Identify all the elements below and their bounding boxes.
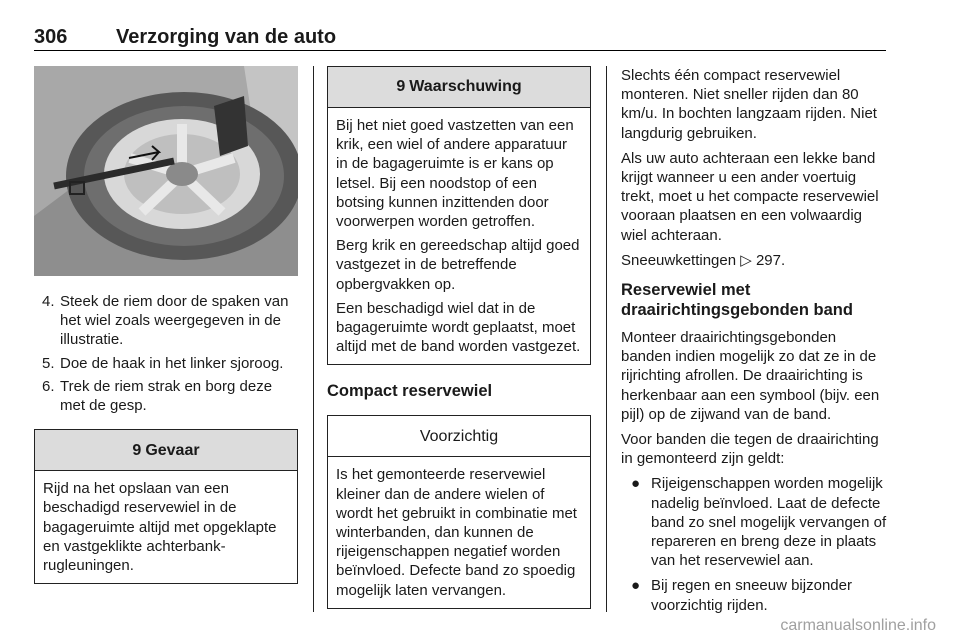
watermark: carmanualsonline.info bbox=[780, 617, 936, 634]
list-item bbox=[34, 377, 298, 415]
column-divider bbox=[313, 66, 314, 612]
warning-box bbox=[327, 66, 591, 365]
caution-box-header bbox=[328, 416, 590, 457]
caution-box bbox=[327, 415, 591, 608]
paragraph: Voor banden die tegen de draairichting in gemonteerd zijn geldt: bbox=[621, 431, 879, 468]
warning-triangle-icon: 9 bbox=[132, 441, 142, 459]
step-number: 5. bbox=[42, 354, 55, 372]
warning-box-header bbox=[328, 67, 590, 108]
warning-text: Bij het niet goed vastzetten van een krik, een wiel of andere apparatuur in de bagageruimte is er kans op letsel. Bij een noodstop of een botsing kunnen inzittenden door voorwerpen worden getroffen. bbox=[336, 117, 574, 231]
steps-list bbox=[34, 292, 298, 415]
paragraph: Monteer draairichtingsgebonden banden indien mogelijk zo dat ze in de rijrichting afrollen. De draairichting is herkenbaar aan een symbool (bijv. een pijl) op de zijwand van de band. bbox=[621, 329, 880, 423]
caution-title: Voorzichtig bbox=[419, 427, 499, 445]
step-number: 4. bbox=[42, 293, 55, 310]
bullet-icon: ● bbox=[631, 577, 641, 595]
bullet-text: Bij regen en sneeuw bijzonder voorzichtig rijden. bbox=[651, 577, 852, 614]
column-1 bbox=[34, 66, 298, 584]
bullet-text: Rijeigenschappen worden mogelijk nadelig beïnvloed. Laat de defecte band zo snel mogelijk vervangen of repareren en breng deze in plaats van het reservewiel aan. bbox=[651, 475, 887, 570]
page-number: 306 bbox=[34, 26, 68, 48]
warning-text: Een beschadigd wiel dat in de bagageruimte wordt geplaatst, moet altijd met de band worden vastgezet. bbox=[336, 299, 581, 356]
caution-box-body bbox=[328, 457, 590, 607]
bullet-icon: ● bbox=[631, 475, 641, 493]
list-item bbox=[621, 576, 887, 614]
caution-text: Is het gemonteerde reservewiel kleiner dan de andere wielen of wordt het gebruikt in combinatie met winterbanden, dan kunnen de rijeigenschappen negatief worden beïnvloed. Defecte band zo spoedig mogelijk laten vervangen. bbox=[336, 466, 577, 599]
danger-title: Gevaar bbox=[145, 441, 200, 459]
step-text: Trek de riem strak en borg deze met de gesp. bbox=[60, 377, 273, 415]
list-item bbox=[34, 292, 298, 350]
column-divider bbox=[606, 66, 607, 612]
warning-text: Berg krik en gereedschap altijd goed vastgezet in de betreffende opbergvakken op. bbox=[336, 237, 580, 293]
column-3 bbox=[621, 66, 887, 621]
paragraph: Slechts één compact reservewiel monteren. Niet sneller rijden dan 80 km/u. In bochten langzaam rijden. Niet langdurig gebruiken. bbox=[621, 67, 877, 142]
danger-box bbox=[34, 429, 298, 584]
danger-box-header bbox=[35, 430, 297, 471]
spare-wheel-illustration bbox=[34, 66, 298, 276]
list-item bbox=[34, 354, 298, 373]
cross-reference: Sneeuwkettingen ▷ 297. bbox=[621, 251, 786, 269]
section-heading: Compact reservewiel bbox=[327, 382, 493, 401]
warning-title: Waarschuwing bbox=[409, 78, 522, 96]
page-title: Verzorging van de auto bbox=[116, 26, 337, 48]
step-text: Steek de riem door de spaken van het wiel zoals weergegeven in de illustratie. bbox=[60, 293, 289, 349]
list-item bbox=[621, 474, 887, 570]
step-text: Doe de haak in het linker sjoroog. bbox=[60, 354, 284, 372]
step-number: 6. bbox=[42, 377, 55, 395]
column-2 bbox=[327, 66, 591, 609]
bullet-list bbox=[621, 474, 887, 614]
danger-text: Rijd na het opslaan van een beschadigd reservewiel in de bagageruimte altijd met opgeklapte en vastgeklikte achterbankrugleuningen. bbox=[43, 480, 277, 575]
paragraph: Als uw auto achteraan een lekke band krijgt wanneer u een ander voertuig trekt, moet u het compacte reservewiel vooraan plaatsen en een volwaardig wiel achteraan. bbox=[621, 149, 879, 244]
page-header bbox=[34, 26, 886, 51]
warning-triangle-icon: 9 bbox=[396, 78, 406, 96]
danger-box-body bbox=[35, 471, 297, 583]
section-heading: Reservewiel met draairichtingsgebonden band bbox=[621, 281, 853, 320]
warning-box-body bbox=[328, 108, 590, 364]
